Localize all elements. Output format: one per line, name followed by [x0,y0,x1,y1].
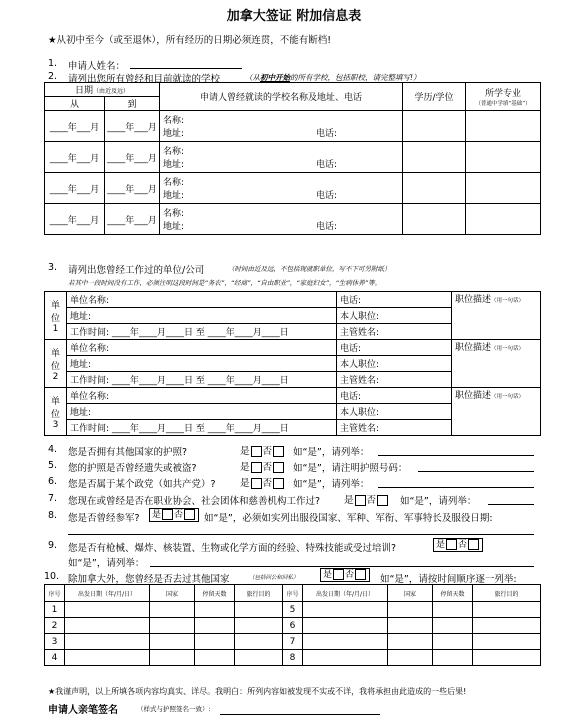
q7-no-checkbox[interactable] [377,495,388,506]
travel-purpose-cell[interactable] [473,618,541,634]
declaration-text: ★我谨声明，以上所填各项内容均真实、详尽。我明白：所列内容如被发现不实或不详，我将承担由此造成的一些后果! [48,687,467,696]
from-header: 从 [45,97,105,111]
travel-country-cell[interactable] [150,602,195,618]
travel-no-header: 序号 [45,585,65,602]
unit-address-field[interactable]: 地址: [67,308,337,324]
q6-yes-checkbox[interactable] [251,478,262,489]
travel-row [45,634,541,650]
travel-date-cell[interactable] [65,634,150,650]
q4-yes-checkbox[interactable] [251,446,262,457]
school-info-cell[interactable]: 名称: 地址: 电话: [160,204,403,235]
travel-index: 2 [45,618,65,634]
unit-index-cell: 单 位 3 [45,388,67,436]
q7-yes-checkbox[interactable] [355,495,366,506]
degree-cell[interactable] [403,173,466,204]
travel-days-cell[interactable] [195,634,235,650]
unit-index-cell: 单 位 1 [45,292,67,340]
q3-label: 请列出您曾经工作过的单位/公司 [68,265,205,276]
q2-note-emphasis: 初中开始 [260,73,290,82]
major-cell[interactable] [466,204,541,235]
q10-number: 10. [44,571,60,582]
supervisor-field[interactable]: 主管姓名: [337,324,452,340]
q8-answer-field[interactable] [68,534,534,535]
q10-note: （包括回公和回私） [249,575,299,581]
from-date-cell[interactable]: ____年___月 [45,204,105,235]
travel-days-cell[interactable] [433,634,473,650]
q8-follow: 如“是”，必须如实列出服役国家、军种、军衔、军事特长及服役日期: [204,513,493,524]
travel-purpose-cell[interactable] [235,602,283,618]
q7-choice: 是 否 [344,492,389,506]
travel-days-cell[interactable] [195,650,235,666]
work-unit-3 [45,388,541,436]
signature-field[interactable] [220,714,380,715]
major-cell[interactable] [466,173,541,204]
q5-answer-field[interactable] [418,471,534,472]
travel-country-cell[interactable] [150,650,195,666]
travel-country-cell[interactable] [388,650,433,666]
q6-follow: 如“是”，请列举： [293,479,370,490]
work-time-field[interactable]: 工作时间: ____年____月____日 至 ____年____月____日 [67,372,337,388]
applicant-name-field[interactable] [130,68,242,69]
travel-date-cell[interactable] [65,650,150,666]
travel-no-header: 序号 [283,585,303,602]
to-date-cell[interactable]: ____年___月 [105,111,160,142]
q5-yes-checkbox[interactable] [251,462,262,473]
degree-header: 学历/学位 [403,83,466,111]
major-cell[interactable] [466,142,541,173]
q5-no-checkbox[interactable] [273,462,284,473]
q9-choice: 是 否 [433,538,483,552]
travel-days-cell[interactable] [433,650,473,666]
travel-index: 6 [283,618,303,634]
unit-address-field[interactable]: 地址: [67,404,337,420]
travel-days-cell[interactable] [433,618,473,634]
travel-date-cell[interactable] [65,602,150,618]
q4-answer-field[interactable] [378,455,534,456]
q10-follow: 如“是”，请按时间顺序逐一列举: [380,574,517,585]
major-cell[interactable] [466,111,541,142]
travel-country-header: 国家 [150,585,195,602]
travel-country-cell[interactable] [150,618,195,634]
travel-country-cell[interactable] [388,602,433,618]
q10-no-checkbox[interactable] [355,569,366,580]
position-desc-cell[interactable]: 职位描述（用一句话） [452,388,541,436]
travel-date-header: 出发日期（年/月/日） [303,585,388,602]
q3-note-2: 若其中一段时间没有工作，必须注明这段时间是“务农”，“经商”，“自由职业”，“家庭妇女”，“生病休养”等。 [68,279,382,287]
q8-yes-checkbox[interactable] [162,509,173,520]
unit-name-field[interactable]: 单位名称: [67,340,337,356]
travel-country-cell[interactable] [388,618,433,634]
travel-row [45,602,541,618]
unit-tel-field[interactable]: 电话: [337,340,452,356]
travel-index: 3 [45,634,65,650]
q3-note: （时间由近及远，不包括现就职单位，写不下可另附纸） [228,265,391,273]
unit-index-cell: 单 位 2 [45,340,67,388]
signature-note: （样式与护照签名一致）: [137,705,211,713]
work-time-field[interactable]: 工作时间: ____年____月____日 至 ____年____月____日 [67,324,337,340]
q7-answer-field[interactable] [488,504,534,505]
q4-no-checkbox[interactable] [273,446,284,457]
travel-table [44,584,541,666]
travel-index: 5 [283,602,303,618]
q7-number: 7. [48,493,58,504]
q4-number: 4. [48,444,58,455]
signature-label: 申请人亲笔签名 [48,705,118,716]
intro-note: ★从初中至今（或至退休），所有经历的日期必须连贯，不能有断档! [48,35,332,46]
q9-yes-checkbox[interactable] [446,539,457,550]
school-row [45,173,541,204]
supervisor-field[interactable]: 主管姓名: [337,420,452,436]
q9-follow: 如“是”，请列举： [68,558,145,569]
unit-address-field[interactable]: 地址: [67,356,337,372]
school-info-cell[interactable]: 名称: 地址: 电话: [160,111,403,142]
q4-question: 您是否拥有其他国家的护照? [68,447,188,458]
q1-label: 申请人姓名： [68,61,126,72]
q9-no-checkbox[interactable] [468,539,479,550]
q4-choice: 是 否 [240,443,285,457]
travel-index: 8 [283,650,303,666]
travel-purpose-cell[interactable] [473,650,541,666]
from-date-cell[interactable]: ____年___月 [45,142,105,173]
travel-date-cell[interactable] [303,650,388,666]
travel-header-row [45,585,541,602]
q6-question: 您是否属于某个政党（如共产党）? [68,479,216,490]
position-field[interactable]: 本人职位: [337,308,452,324]
q8-question: 您是否曾经参军? [68,513,140,524]
supervisor-field[interactable]: 主管姓名: [337,372,452,388]
q10-choice: 是 否 [320,568,370,582]
unit-name-field[interactable]: 单位名称: [67,292,337,308]
q4-follow: 如“是”，请列举： [293,447,370,458]
travel-index: 1 [45,602,65,618]
q6-no-checkbox[interactable] [273,478,284,489]
degree-cell[interactable] [403,142,466,173]
to-header: 到 [105,97,160,111]
travel-country-header: 国家 [388,585,433,602]
q10-question: 除加拿大外，您曾经是否去过其他国家 [68,574,230,585]
position-desc-cell[interactable]: 职位描述（用一句话） [452,292,541,340]
q10-yes-checkbox[interactable] [333,569,344,580]
school-table [44,82,541,235]
q6-number: 6. [48,476,58,487]
q6-choice: 是 否 [240,475,285,489]
travel-date-header: 出发日期（年/月/日） [65,585,150,602]
travel-purpose-cell[interactable] [235,618,283,634]
travel-purpose-header: 旅行目的 [235,585,283,602]
travel-purpose-cell[interactable] [235,650,283,666]
position-field[interactable]: 本人职位: [337,356,452,372]
travel-row [45,650,541,666]
position-desc-cell[interactable]: 职位描述（用一句话） [452,340,541,388]
unit-name-field[interactable]: 单位名称: [67,388,337,404]
q5-choice: 是 否 [240,459,285,473]
travel-days-cell[interactable] [195,618,235,634]
to-date-cell[interactable]: ____年___月 [105,204,160,235]
school-row [45,204,541,235]
travel-date-cell[interactable] [303,634,388,650]
q1-number: 1. [48,58,58,69]
from-date-cell[interactable]: ____年___月 [45,111,105,142]
to-date-cell[interactable]: ____年___月 [105,173,160,204]
unit-tel-field[interactable]: 电话: [337,388,452,404]
work-unit-2 [45,340,541,388]
travel-purpose-header: 旅行目的 [473,585,541,602]
travel-days-header: 停留天数 [195,585,235,602]
travel-index: 7 [283,634,303,650]
q6-answer-field[interactable] [378,487,534,488]
q8-no-checkbox[interactable] [184,509,195,520]
school-info-cell[interactable]: 名称: 地址: 电话: [160,142,403,173]
q8-number: 8. [48,510,58,521]
travel-days-header: 停留天数 [433,585,473,602]
unit-tel-field[interactable]: 电话: [337,292,452,308]
to-date-cell[interactable]: ____年___月 [105,142,160,173]
q2-note: （从初中开始的所有学校，包括职校，请完整填写!） [245,73,421,82]
school-row [45,142,541,173]
travel-index: 4 [45,650,65,666]
q9-answer-field[interactable] [150,566,534,567]
work-unit-1 [45,292,541,340]
position-field[interactable]: 本人职位: [337,404,452,420]
school-info-cell[interactable]: 名称: 地址: 电话: [160,173,403,204]
travel-purpose-cell[interactable] [473,602,541,618]
travel-row [45,618,541,634]
school-date-header: 日期（由近及远） [45,83,160,97]
q9-question: 您是否有枪械、爆炸、核装置、生物或化学方面的经验、特殊技能或受过培训? [68,543,397,554]
q2-label: 请列出您所有曾经和目前就读的学校 [68,74,221,85]
school-name-header: 申请人曾经就读的学校名称及地址、电话 [160,83,403,111]
travel-date-cell[interactable] [303,618,388,634]
q3-number: 3. [48,262,58,273]
q5-number: 5. [48,460,58,471]
travel-date-cell[interactable] [303,602,388,618]
degree-cell[interactable] [403,111,466,142]
q7-question: 您现在或曾经是否在职业协会、社会团体和慈善机构工作过? [68,496,321,507]
work-time-field[interactable]: 工作时间: ____年____月____日 至 ____年____月____日 [67,420,337,436]
travel-days-cell[interactable] [195,602,235,618]
degree-cell[interactable] [403,204,466,235]
q9-number: 9. [48,540,58,551]
travel-date-cell[interactable] [65,618,150,634]
q7-follow: 如“是”，请列举： [400,496,477,507]
school-row [45,111,541,142]
form-title: 加拿大签证 附加信息表 [226,9,362,24]
major-header: 所学专业 （普通中学填“基础”） [466,83,541,111]
q8-choice: 是 否 [149,508,199,522]
work-table [44,291,541,436]
travel-days-cell[interactable] [433,602,473,618]
from-date-cell[interactable]: ____年___月 [45,173,105,204]
travel-country-cell[interactable] [150,634,195,650]
q5-follow: 如“是”，请注明护照号码： [293,463,408,474]
travel-purpose-cell[interactable] [235,634,283,650]
travel-country-cell[interactable] [388,634,433,650]
travel-purpose-cell[interactable] [473,634,541,650]
q5-question: 您的护照是否曾经遗失或被盗? [68,463,197,474]
q2-number: 2. [48,71,58,82]
